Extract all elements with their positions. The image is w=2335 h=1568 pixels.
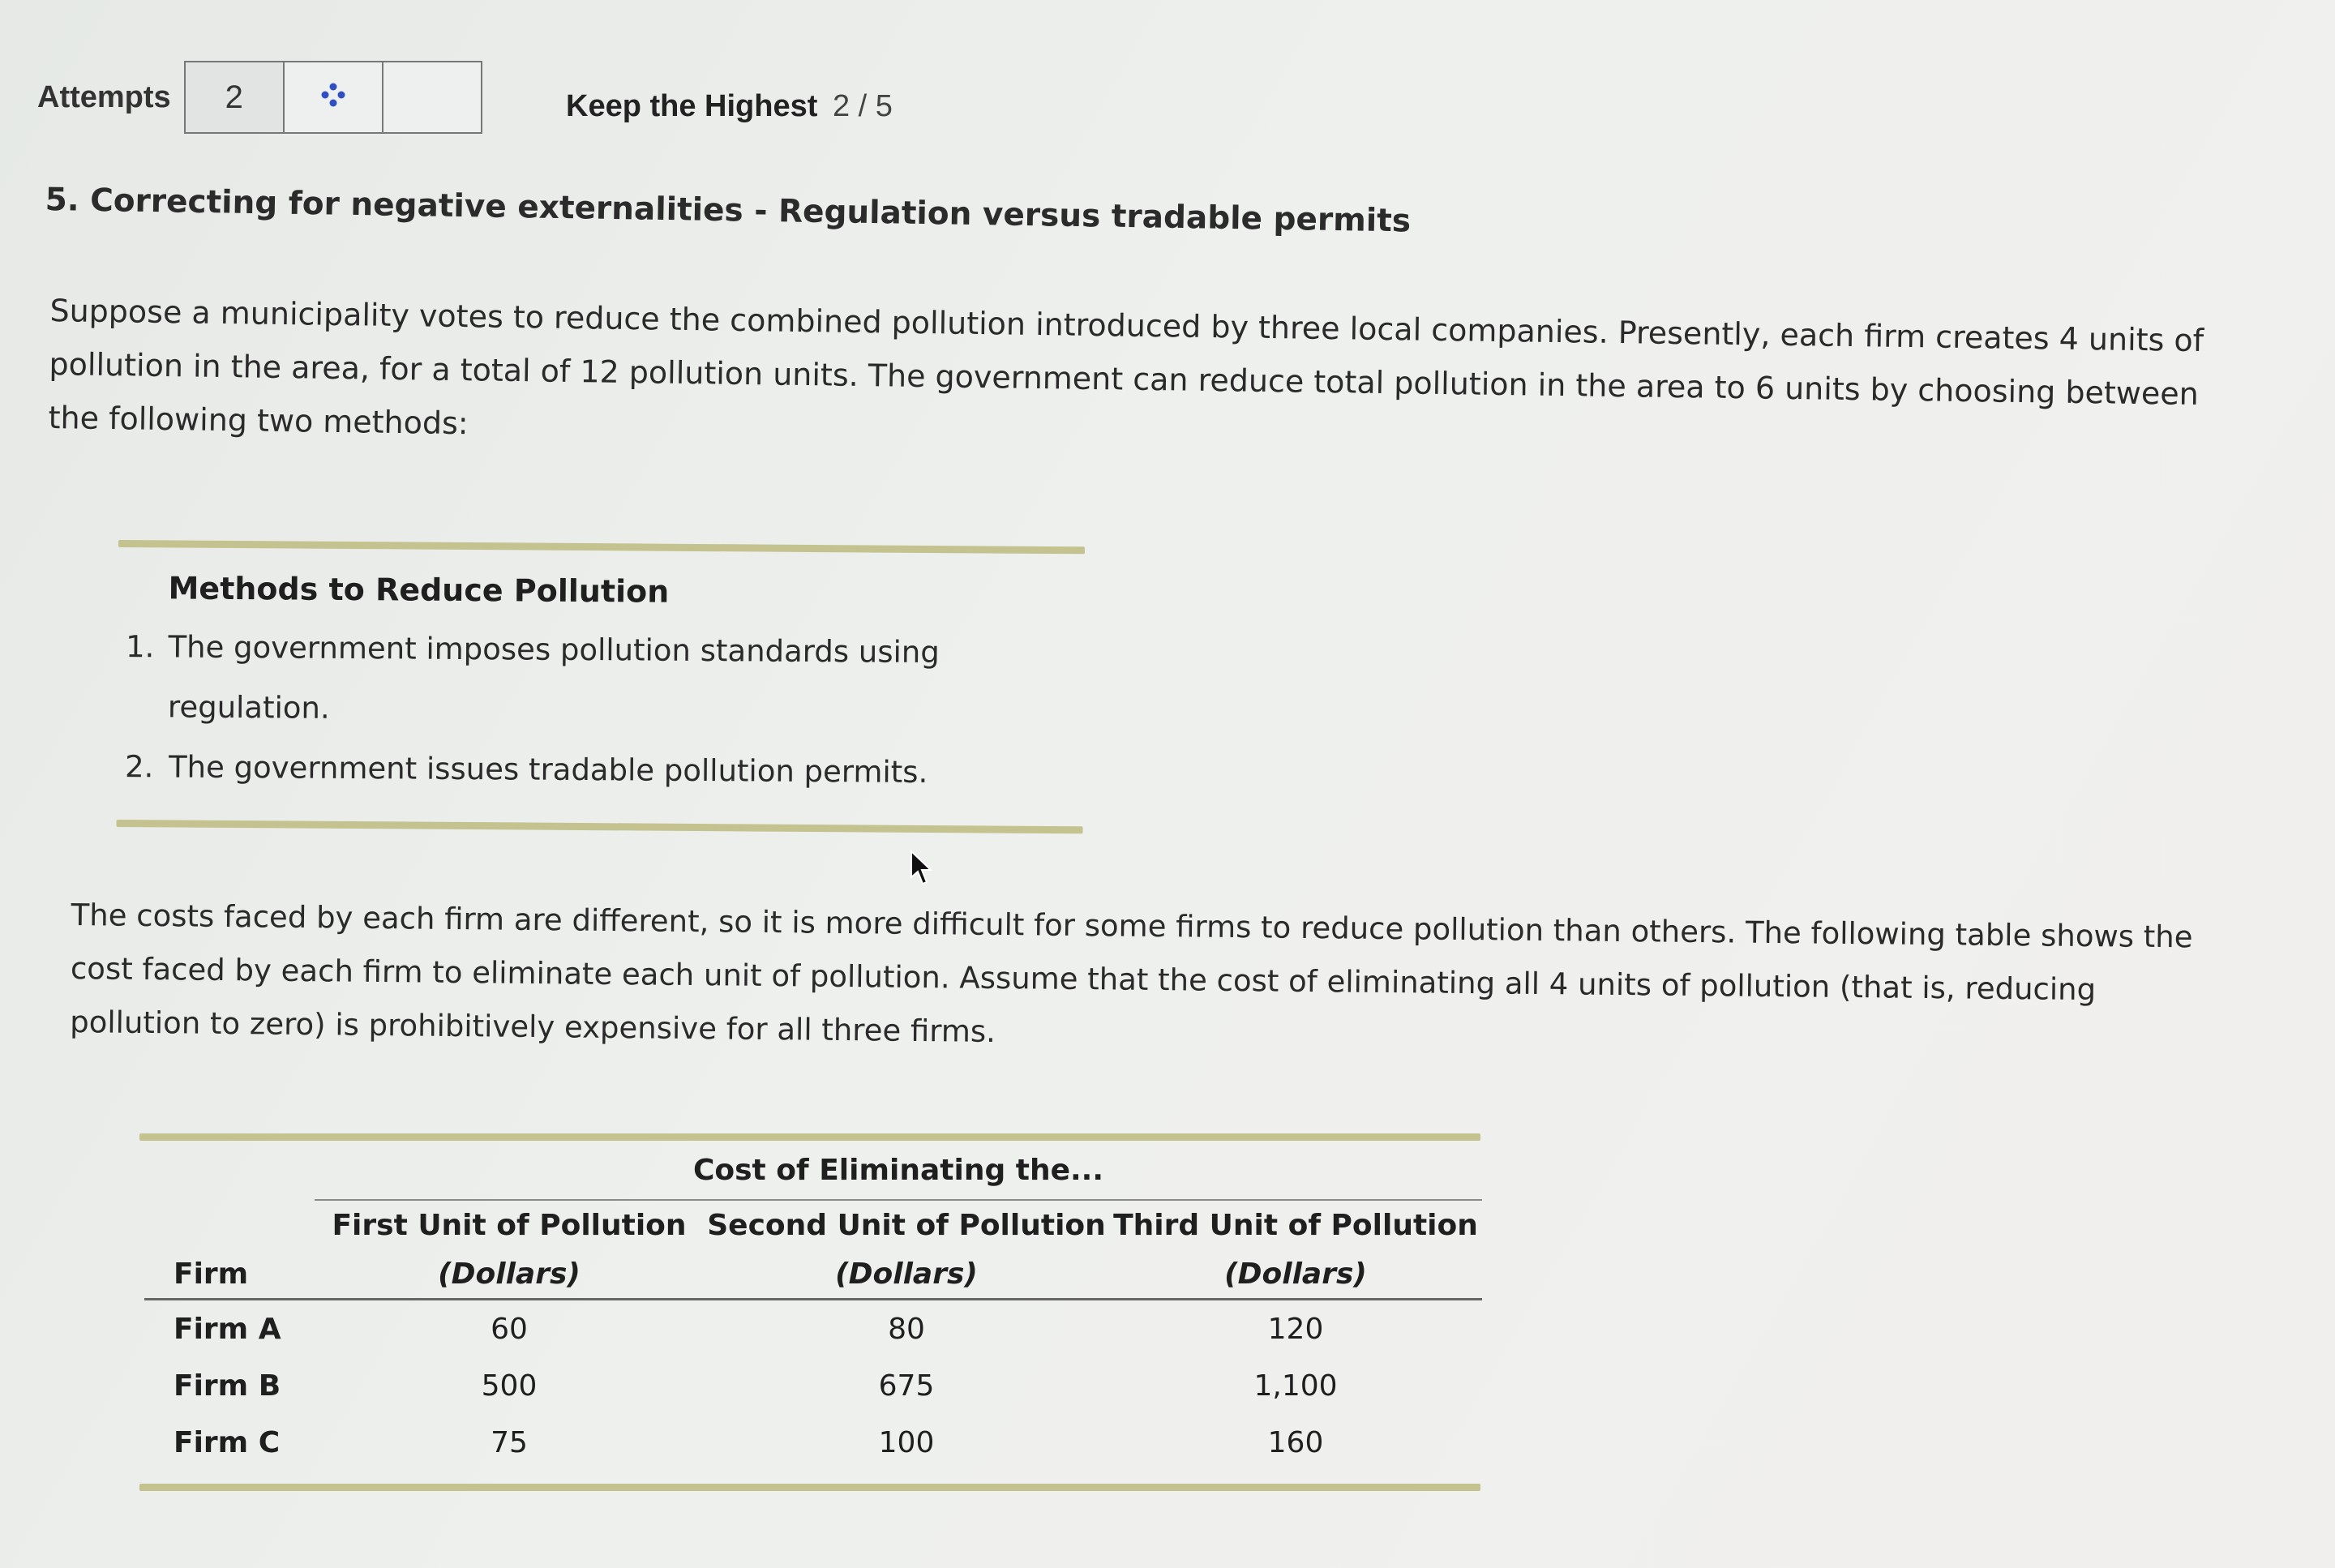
table-unit-row	[144, 1249, 1482, 1300]
table-column-title-row	[144, 1200, 1482, 1249]
column-header: First Unit of Pollution	[332, 1208, 687, 1242]
firm-name: Firm B	[174, 1369, 281, 1403]
column-header: Second Unit of Pollution	[707, 1208, 1106, 1242]
table-group-header-row	[144, 1141, 1482, 1200]
column-unit: (Dollars)	[704, 1249, 1109, 1300]
cost-table-container	[139, 1133, 1480, 1491]
list-item-number: 1.	[125, 629, 155, 665]
intro-paragraph: Suppose a municipality votes to reduce the combined pollution introduced by three local companies. Presently, each firm creates 4 units of pollution in the area, for a total of 12 pollution units. The government can reduce total pollution in the area to 6 units by choosing between the following two methods:	[48, 292, 2204, 442]
table-cell: 60	[491, 1312, 528, 1346]
table-cell: 75	[491, 1425, 528, 1459]
table-row	[144, 1414, 1482, 1471]
list-item-text: The government issues tradable pollution permits.	[168, 749, 928, 790]
methods-list	[125, 617, 1085, 803]
methods-bottom-rule	[117, 820, 1083, 833]
methods-box	[117, 540, 1085, 833]
table-cell: 100	[878, 1425, 935, 1459]
question-title: 5. Correcting for negative externalities - Regulation versus tradable permits	[45, 182, 1412, 240]
attempt-box-1: 2	[186, 62, 285, 132]
table-cell: 500	[481, 1369, 538, 1403]
keep-highest	[566, 89, 893, 124]
table-cell: 675	[878, 1369, 935, 1403]
cost-paragraph: The costs faced by each firm are different, so it is more difficult for some firms to reduce pollution than others. The following table shows the cost faced by each firm to eliminate each unit of pollution. Assume that the cost of eliminating all 4 units of pollution (that is, reducing pollution to zero) is prohibitively expensive for all three firms.	[70, 897, 2193, 1049]
methods-heading: Methods to Reduce Pollution	[168, 570, 670, 610]
table-row	[144, 1300, 1482, 1358]
methods-top-rule	[118, 540, 1085, 554]
table-top-rule	[139, 1133, 1480, 1141]
attempt-box-3	[383, 62, 481, 132]
firm-name: Firm A	[174, 1312, 281, 1346]
attempt-box-2[interactable]	[285, 62, 383, 132]
table-cell: 160	[1267, 1425, 1324, 1459]
mouse-pointer-icon	[910, 850, 934, 887]
column-header: Third Unit of Pollution	[1113, 1208, 1478, 1242]
firm-name: Firm C	[174, 1425, 281, 1459]
column-unit: (Dollars)	[1109, 1249, 1482, 1300]
four-dots-icon	[319, 81, 347, 114]
attempts-label: Attempts	[37, 79, 171, 114]
attempts-bar	[37, 62, 482, 133]
table-group-header: Cost of Eliminating the...	[315, 1141, 1482, 1200]
table-cell: 120	[1267, 1312, 1324, 1346]
table-cell: 80	[888, 1312, 925, 1346]
firm-column-header: Firm	[144, 1249, 315, 1300]
column-unit: (Dollars)	[315, 1249, 704, 1300]
cost-table	[144, 1141, 1482, 1471]
list-item	[125, 737, 1083, 803]
keep-highest-label: Keep the Highest	[566, 89, 818, 123]
attempt-boxes	[184, 61, 482, 134]
list-item-text: The government imposes pollution standards using regulation.	[167, 629, 940, 726]
keep-highest-score: 2 / 5	[832, 89, 893, 123]
list-item	[125, 617, 1084, 743]
list-item-number: 2.	[124, 749, 154, 785]
table-bottom-rule	[139, 1484, 1480, 1491]
table-cell: 1,100	[1253, 1369, 1338, 1403]
table-row	[144, 1357, 1482, 1414]
